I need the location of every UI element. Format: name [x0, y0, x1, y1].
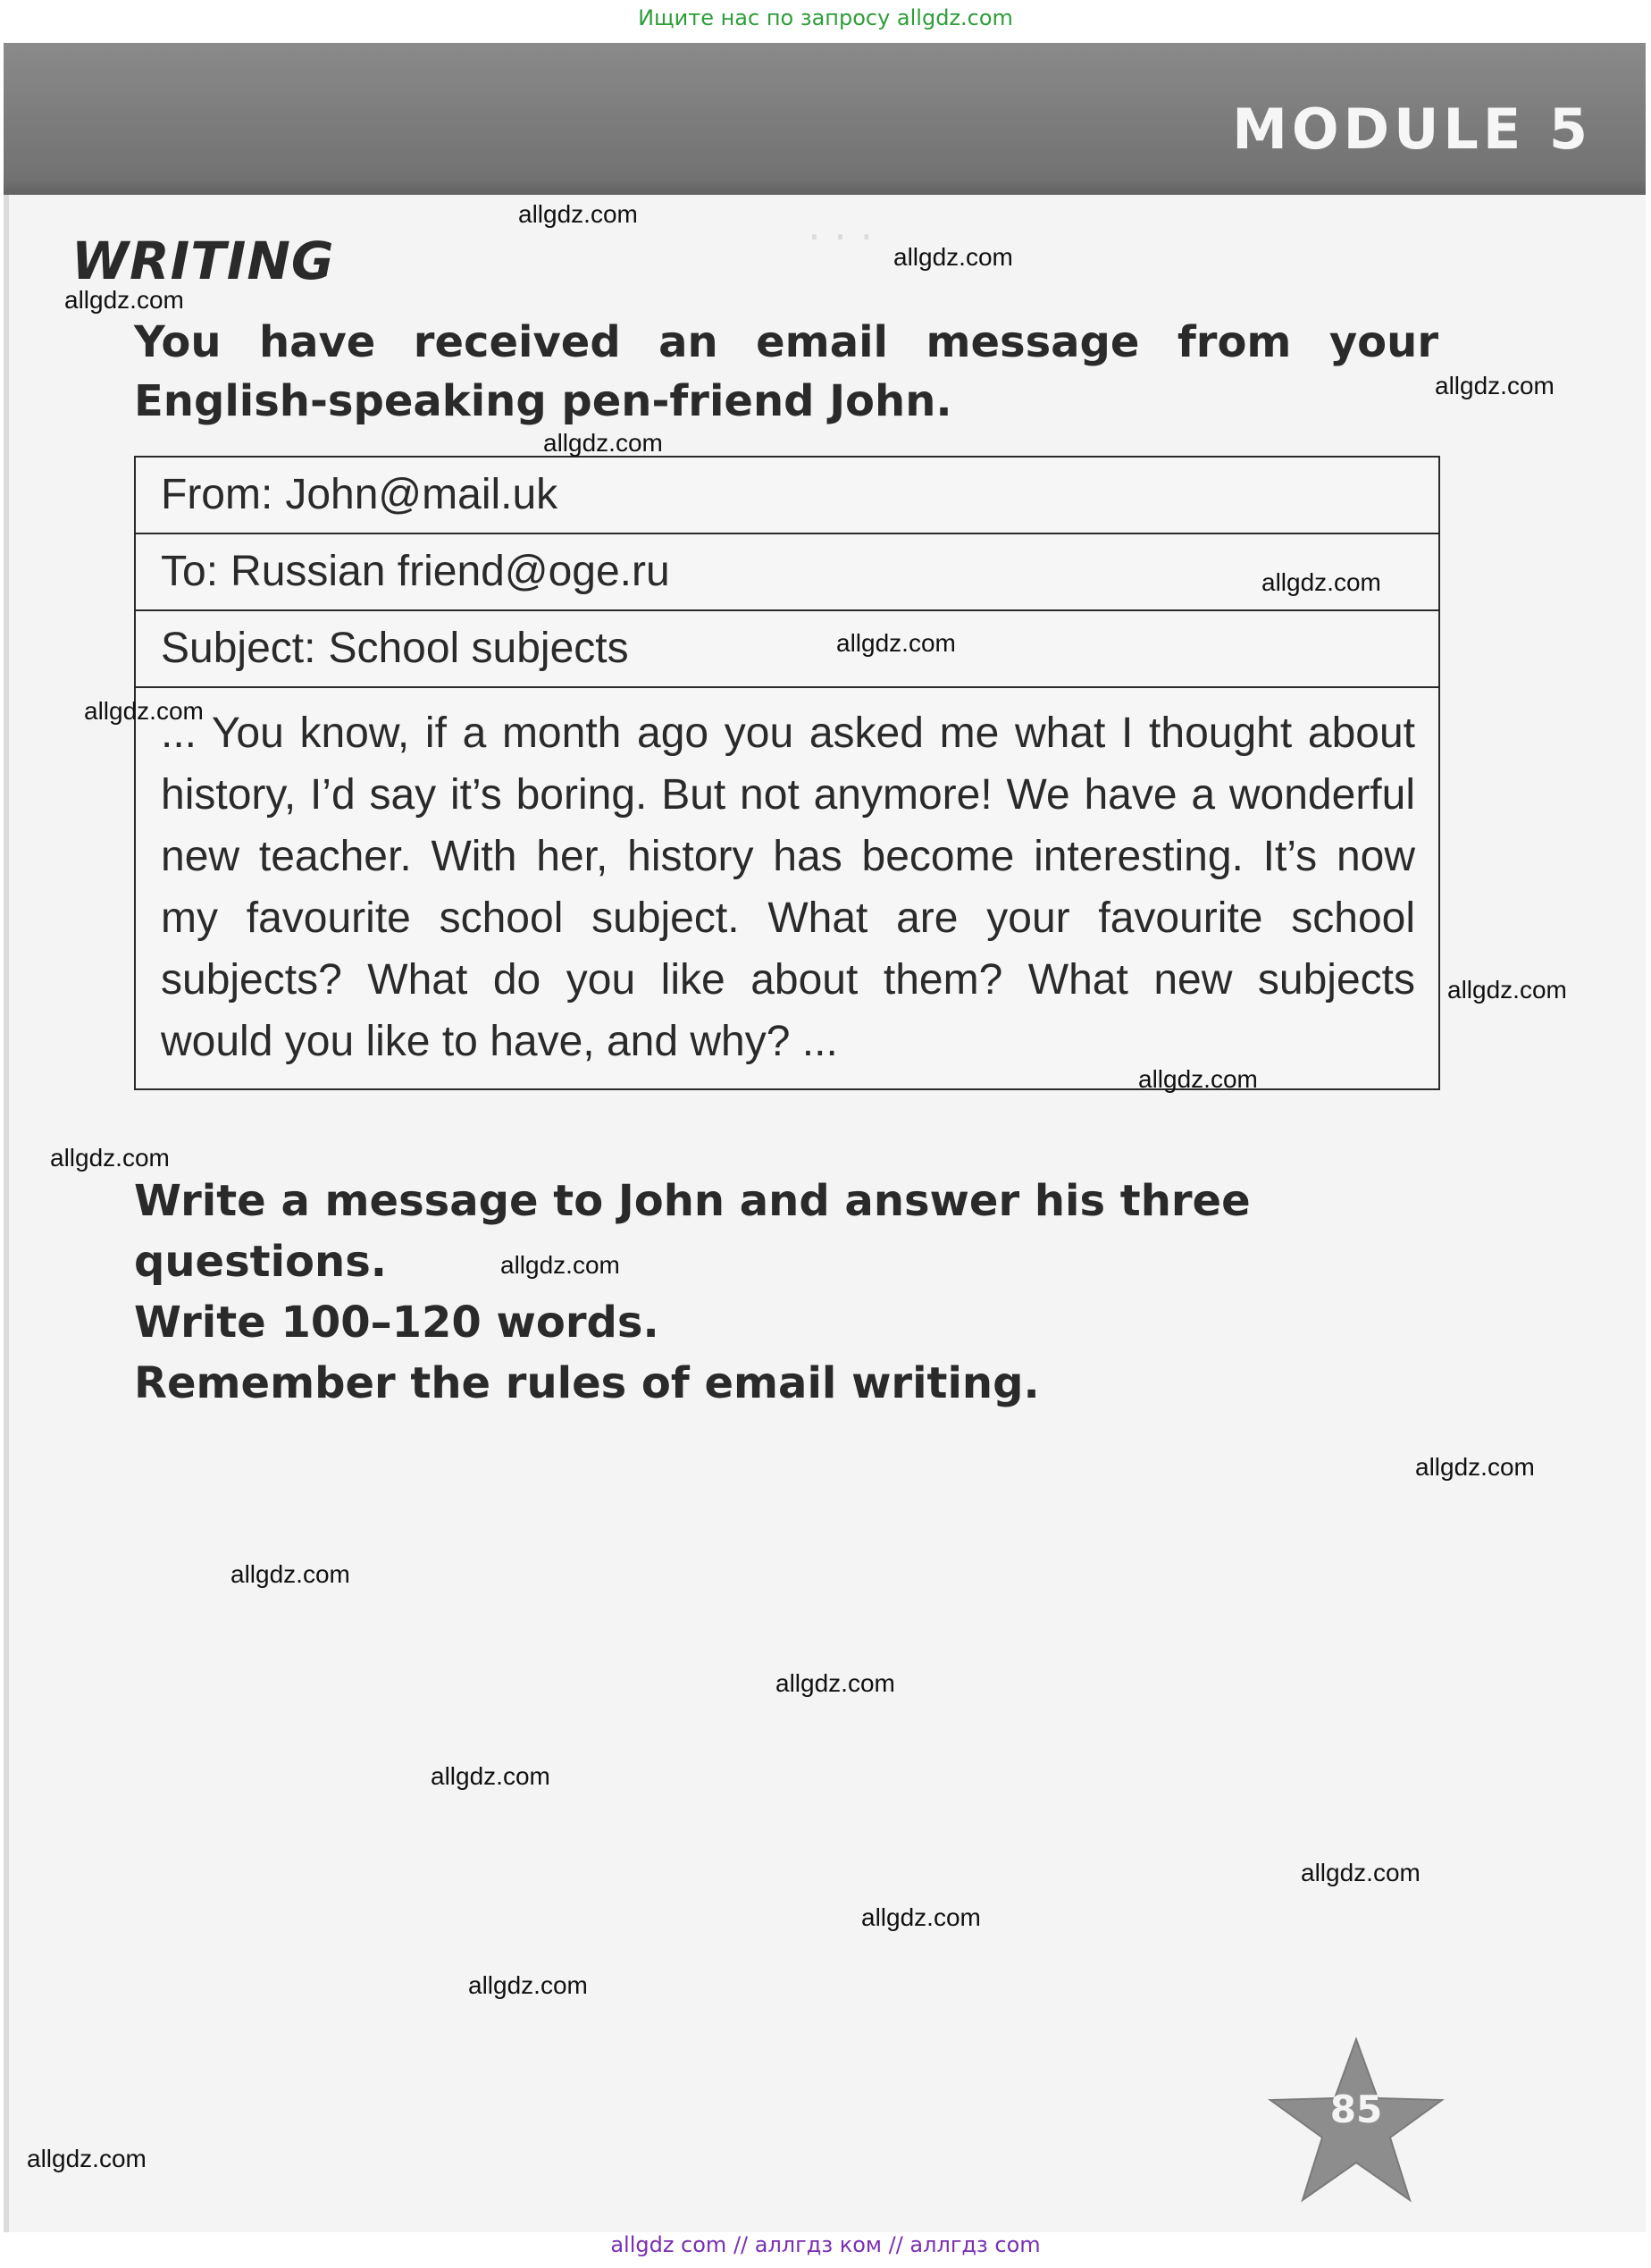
email-message-box — [134, 456, 1440, 1090]
watermark: allgdz.com — [500, 1251, 620, 1279]
instruction-line: Write 100–120 words. — [134, 1298, 659, 1348]
email-subject-label: Subject: — [161, 625, 316, 672]
email-from-row — [136, 458, 1438, 534]
watermark: allgdz.com — [64, 286, 184, 314]
task-intro: You have received an email message from your English-speaking pen-friend John. — [134, 317, 1438, 426]
module-header-band — [4, 43, 1646, 195]
watermark: allgdz.com — [431, 1762, 550, 1790]
watermark: allgdz.com — [775, 1669, 895, 1697]
email-subject-row — [136, 611, 1438, 688]
watermark: allgdz.com — [1301, 1859, 1421, 1886]
email-to-value: Russian friend@oge.ru — [230, 548, 670, 595]
instruction-line: Write a message to John and answer his three questions. — [134, 1176, 1251, 1287]
top-banner-link[interactable]: Ищите нас по запросу allgdz.com — [638, 5, 1013, 30]
watermark: allgdz.com — [543, 429, 663, 457]
watermark: allgdz.com — [50, 1144, 170, 1172]
instruction-line: Remember the rules of email writing. — [134, 1358, 1040, 1408]
watermark: allgdz.com — [893, 243, 1013, 271]
page-number: 85 — [1329, 2087, 1383, 2131]
watermark: allgdz.com — [1138, 1065, 1258, 1093]
watermark: allgdz.com — [1447, 976, 1567, 1004]
watermark: allgdz.com — [518, 200, 638, 228]
email-body: ... You know, if a month ago you asked me what I thought about history, I’d say it’s boring. But not anymore! We have a wonderful new teacher. With her, history has become interesting. It’s now my favourite school subject. What are your favourite school subjects? What do you like about them? What new subjects would you like to have, and why? ... — [161, 710, 1415, 1065]
watermark: allgdz.com — [27, 2145, 147, 2172]
watermark: allgdz.com — [230, 1560, 350, 1588]
bleed-through-text: · · · — [808, 213, 874, 261]
watermark: allgdz.com — [1415, 1453, 1535, 1481]
module-title: MODULE 5 — [1232, 97, 1592, 162]
email-subject-value: School subjects — [328, 625, 629, 672]
watermark: allgdz.com — [1261, 568, 1381, 596]
page-number-badge — [1267, 2036, 1446, 2205]
email-from-value: John@mail.uk — [285, 471, 558, 518]
bottom-banner-links[interactable]: allgdz com // аллгдз ком // аллгдз com — [610, 2232, 1041, 2257]
task-instructions — [134, 1171, 1438, 1414]
watermark: allgdz.com — [84, 697, 204, 725]
watermark: allgdz.com — [1435, 372, 1555, 399]
section-title: WRITING — [71, 231, 335, 291]
email-to-label: To: — [161, 548, 219, 595]
email-to-row — [136, 534, 1438, 611]
watermark: allgdz.com — [468, 1971, 588, 1999]
watermark: allgdz.com — [836, 629, 956, 657]
watermark: allgdz.com — [861, 1903, 981, 1931]
email-from-label: From: — [161, 471, 273, 518]
